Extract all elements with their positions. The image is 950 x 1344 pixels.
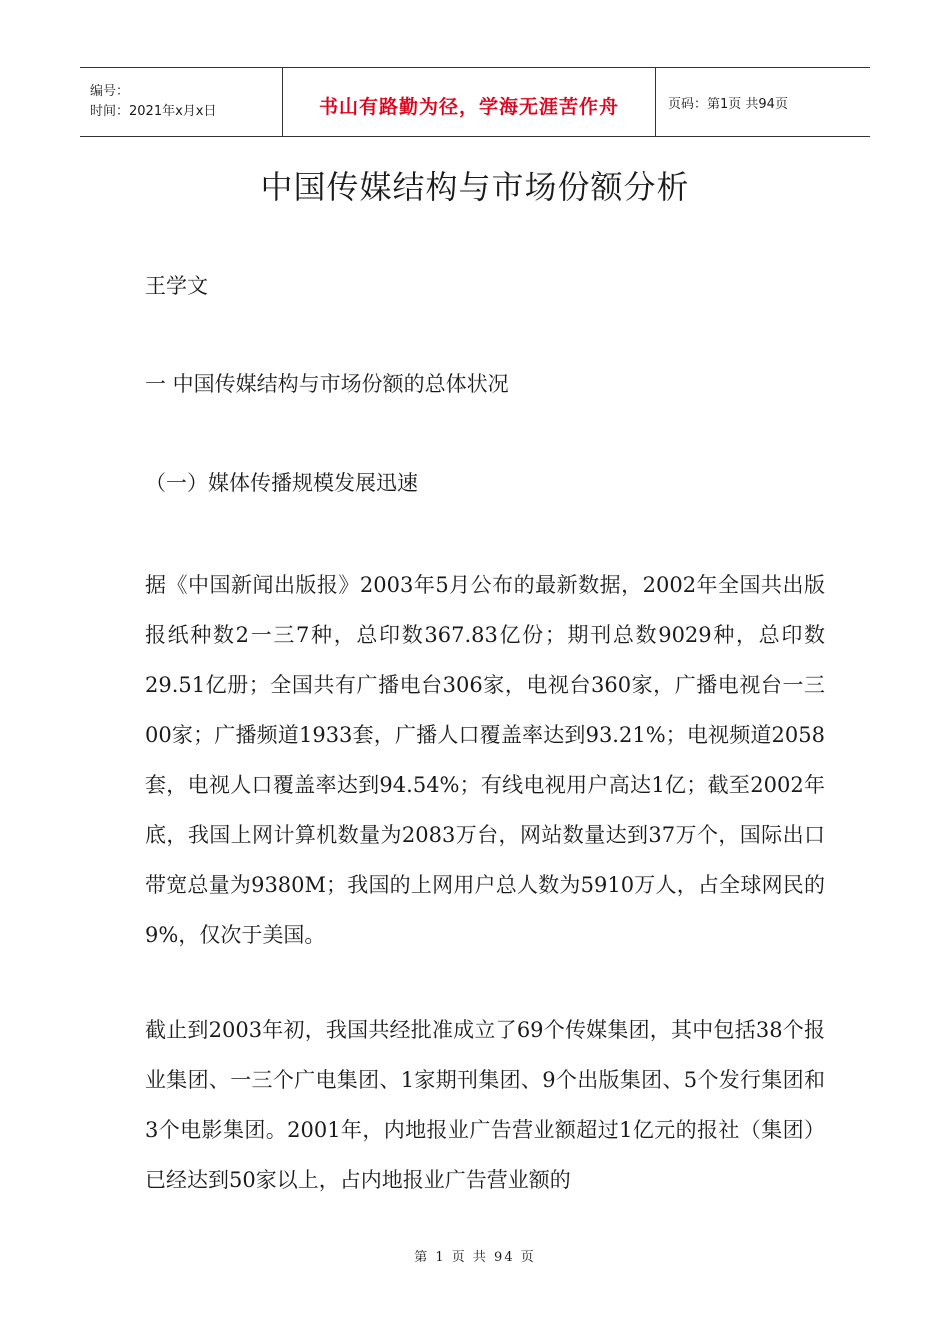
header-meta <box>80 68 282 136</box>
header-page-info <box>656 68 870 136</box>
page-info-text: 页码：第1页 共94页 <box>668 96 788 112</box>
number-label: 编号： <box>90 84 130 99</box>
page-footer: 第 1 页 共 94 页 <box>414 1250 536 1265</box>
section-heading: 一 中国传媒结构与市场份额的总体状况 <box>145 372 509 396</box>
document-title: 中国传媒结构与市场份额分析 <box>260 168 690 206</box>
author-name: 王学文 <box>145 274 208 298</box>
document-header <box>80 67 870 137</box>
body-paragraph: 截止到2003年初，我国共经批准成立了69个传媒集团，其中包括38个报业集团、一三个广电集团、1家期刊集团、9个出版集团、5个发行集团和3个电影集团。2001年，内地报业广告营业额超过1亿元的报社（集团）已经达到50家以上，占内地报业广告营业额的 <box>145 1018 825 1192</box>
date-label: 时间：2021年x月x日 <box>90 104 217 119</box>
header-motto-cell <box>282 68 656 136</box>
subsection-heading: （一）媒体传播规模发展迅速 <box>145 471 418 495</box>
motto-text: 书山有路勤为径，学海无涯苦作舟 <box>318 95 619 118</box>
body-paragraph: 据《中国新闻出版报》2003年5月公布的最新数据，2002年全国共出版报纸种数2一三7种，总印数367.83亿份；期刊总数9029种，总印数29.51亿册；全国共有广播电台306家，电视台360家，广播电视台一三00家；广播频道1933套，广播人口覆盖率达到93.21%；电视频道2058套，电视人口覆盖率达到94.54%；有线电视用户高达1亿；截至2002年底，我国上网计算机数量为2083万台，网站数量达到37万个，国际出口带宽总量为9380M；我国的上网用户总人数为5910万人，占全球网民的9%，仅次于美国。 <box>145 573 825 947</box>
